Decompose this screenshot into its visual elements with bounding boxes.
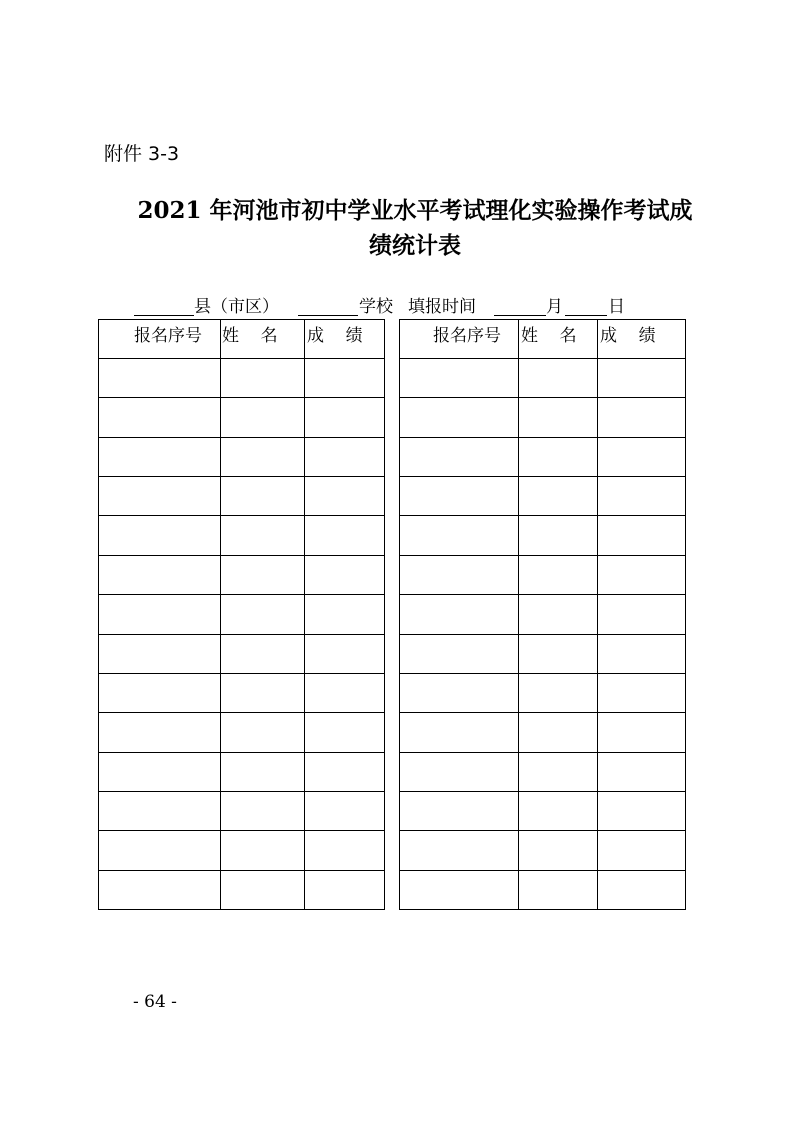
- month-label: 月: [546, 297, 563, 317]
- school-blank: [298, 315, 358, 316]
- right-header-registration-number: 报名序号: [433, 326, 501, 346]
- school-label: 学校: [359, 297, 393, 317]
- table-row-line: [399, 634, 686, 635]
- table-border-top: [399, 319, 686, 320]
- table-row-line: [98, 791, 385, 792]
- table-row-line: [399, 673, 686, 674]
- table-gap-divider: [399, 319, 400, 910]
- table-row-line: [98, 397, 385, 398]
- table-row-line: [98, 870, 385, 871]
- county-label: 县（市区）: [194, 297, 279, 317]
- table-column-divider: [518, 319, 519, 910]
- table-row-line: [399, 791, 686, 792]
- table-row-line: [399, 358, 686, 359]
- table-row-line: [98, 437, 385, 438]
- table-row-line: [399, 476, 686, 477]
- table-border-top: [98, 319, 385, 320]
- attachment-label: 附件 3-3: [104, 143, 180, 165]
- document-title-line-1: 2021 年河池市初中学业水平考试理化实验操作考试成: [137, 197, 693, 224]
- table-row-line: [399, 555, 686, 556]
- table-row-line: [399, 515, 686, 516]
- table-row-line: [98, 555, 385, 556]
- fill-in-line: [0, 294, 793, 320]
- table-border-right: [685, 319, 686, 910]
- right-header-score: 成 绩: [600, 326, 656, 346]
- table-row-line: [98, 634, 385, 635]
- table-column-divider: [384, 319, 385, 910]
- day-blank: [565, 315, 607, 316]
- table-row-line: [98, 515, 385, 516]
- table-row-line: [98, 752, 385, 753]
- county-blank: [134, 315, 194, 316]
- left-header-score: 成 绩: [307, 326, 363, 346]
- table-row-line: [399, 830, 686, 831]
- table-row-line: [98, 476, 385, 477]
- table-row-line: [98, 358, 385, 359]
- table-row-line: [399, 594, 686, 595]
- table-row-line: [98, 594, 385, 595]
- document-title-line-2: 绩统计表: [369, 232, 461, 259]
- table-row-line: [98, 673, 385, 674]
- right-header-name: 姓 名: [521, 326, 577, 346]
- table-border-left: [98, 319, 99, 910]
- table-column-divider: [597, 319, 598, 910]
- table-column-divider: [220, 319, 221, 910]
- table-row-line: [399, 870, 686, 871]
- month-blank: [494, 315, 546, 316]
- table-border-bottom: [399, 909, 686, 910]
- table-row-line: [399, 397, 686, 398]
- table-row-line: [98, 712, 385, 713]
- left-header-registration-number: 报名序号: [134, 326, 202, 346]
- fill-time-label: 填报时间: [408, 297, 476, 317]
- table-row-line: [98, 830, 385, 831]
- table-row-line: [399, 712, 686, 713]
- page-number: - 64 -: [133, 992, 177, 1012]
- day-label: 日: [608, 297, 625, 317]
- score-statistics-table: [98, 319, 686, 910]
- table-border-bottom: [98, 909, 385, 910]
- left-header-name: 姓 名: [222, 326, 278, 346]
- table-row-line: [399, 437, 686, 438]
- table-row-line: [399, 752, 686, 753]
- table-column-divider: [304, 319, 305, 910]
